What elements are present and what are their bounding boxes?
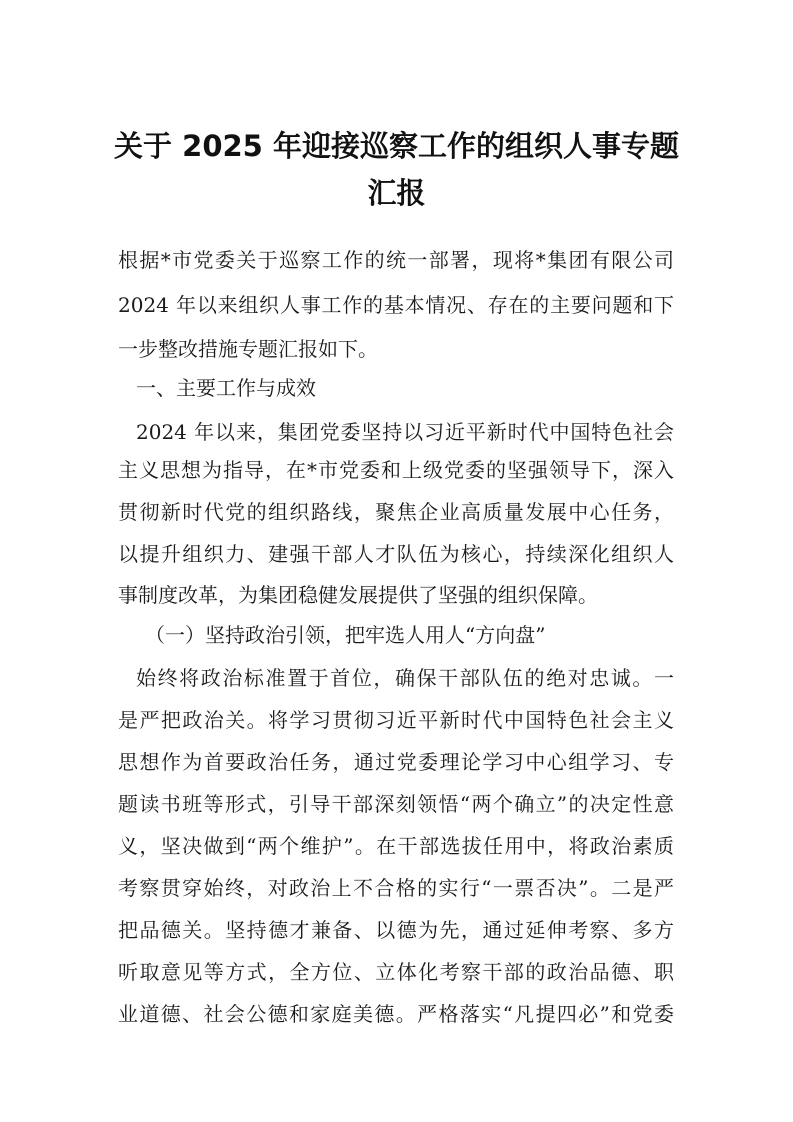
paragraph-line: 贯彻新时代党的组织路线，聚焦企业高质量发展中心任务， (118, 500, 674, 524)
subsection-heading: （一）坚持政治引领，把牢选人用人“方向盘” (145, 623, 546, 647)
paragraph-line: 考察贯穿始终，对政治上不合格的实行“一票否决”。二是严 (118, 876, 674, 900)
paragraph-line: 思想作为首要政治任务，通过党委理论学习中心组学习、专 (118, 750, 674, 774)
paragraph-line: 主义思想为指导，在*市党委和上级党委的坚强领导下，深入 (118, 458, 674, 482)
document-title-line-1: 关于 2025 年迎接巡察工作的组织人事专题 (114, 129, 679, 163)
paragraph-line: 听取意见等方式，全方位、立体化考察干部的政治品德、职 (118, 960, 674, 984)
paragraph-line: 题读书班等形式，引导干部深刻领悟“两个确立”的决定性意 (118, 792, 674, 816)
paragraph-line: 把品德关。坚持德才兼备、以德为先，通过延伸考察、多方 (118, 918, 674, 942)
document-title-line-2: 汇报 (367, 176, 426, 210)
paragraph-line: 一步整改措施专题汇报如下。 (118, 337, 378, 361)
paragraph-line: 2024 年以来，集团党委坚持以习近平新时代中国特色社会 (136, 420, 674, 444)
section-heading: 一、主要工作与成效 (136, 376, 316, 400)
paragraph-line: 业道德、社会公德和家庭美德。严格落实“凡提四必”和党委 (118, 1002, 674, 1026)
paragraph-line: 始终将政治标准置于首位，确保干部队伍的绝对忠诚。一 (136, 666, 674, 690)
paragraph-line: 根据*市党委关于巡察工作的统一部署，现将*集团有限公司 (118, 248, 674, 272)
paragraph-line: 以提升组织力、建强干部人才队伍为核心，持续深化组织人 (118, 542, 674, 566)
paragraph-line: 是严把政治关。将学习贯彻习近平新时代中国特色社会主义 (118, 708, 674, 732)
paragraph-line: 义，坚决做到“两个维护”。在干部选拔任用中，将政治素质 (118, 834, 674, 858)
paragraph-line: 事制度改革，为集团稳健发展提供了坚强的组织保障。 (118, 583, 598, 607)
paragraph-line: 2024 年以来组织人事工作的基本情况、存在的主要问题和下 (118, 293, 674, 317)
